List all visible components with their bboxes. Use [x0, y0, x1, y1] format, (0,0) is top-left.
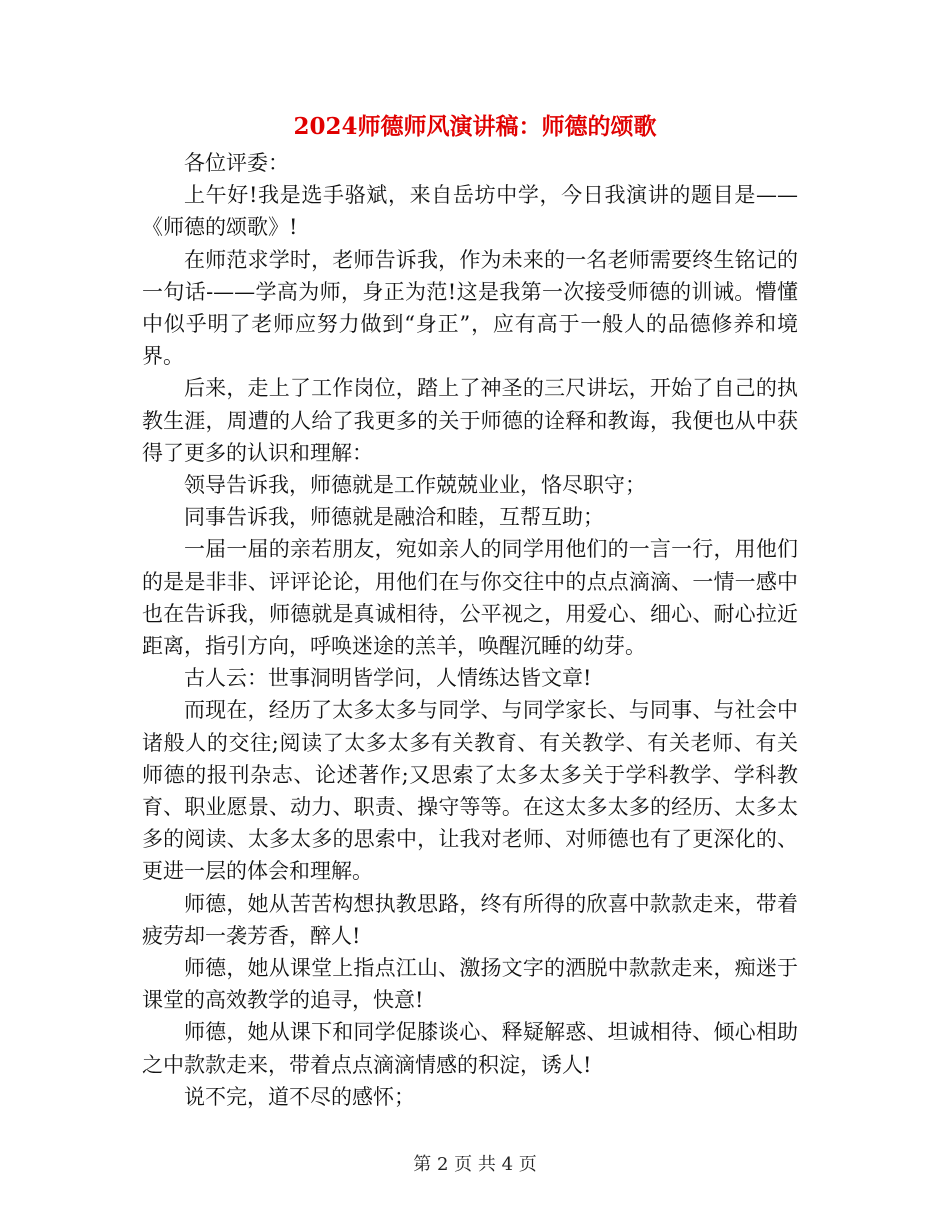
paragraph: 古人云：世事洞明皆学问，人情练达皆文章! — [184, 666, 592, 691]
paragraph: 师德，她从课堂上指点江山、激扬文字的洒脱中款款走来，痴迷于课堂的高效教学的追寻，快意! — [142, 956, 798, 1013]
document-title: 2024师德师风演讲稿：师德的颂歌 — [293, 113, 657, 140]
paragraph: 而现在，经历了太多太多与同学、与同学家长、与同事、与社会中诸般人的交往;阅读了太多太多有关教育、有关教学、有关老师、有关师德的报刊杂志、论述著作;又思索了太多太多关于学科教学、学科教育、职业愿景、动力、职责、操守等等。在这太多太多的经历、太多太多的阅读、太多太多的思索中，让我对老师、对师德也有了更深化的、更进一层的体会和理解。 — [142, 698, 798, 884]
paragraph: 上午好!我是选手骆斌，来自岳坊中学，今日我演讲的题目是——《师德的颂歌》! — [142, 183, 798, 240]
paragraph: 后来，走上了工作岗位，踏上了神圣的三尺讲坛，开始了自己的执教生涯，周遭的人给了我更多的关于师德的诠释和教诲，我便也从中获得了更多的认识和理解： — [142, 376, 798, 465]
document-body — [142, 147, 798, 1113]
paragraph: 说不完，道不尽的感怀； — [184, 1084, 415, 1109]
page-number-footer: 第 2 页 共 4 页 — [413, 1154, 537, 1175]
paragraph: 领导告诉我，师德就是工作兢兢业业，恪尽职守； — [184, 473, 646, 498]
paragraph: 在师范求学时，老师告诉我，作为未来的一名老师需要终生铭记的一句话-——学高为师，身正为范!这是我第一次接受师德的训诫。懵懂中似乎明了老师应努力做到“身正”，应有高于一般人的品德修养和境界。 — [142, 247, 798, 369]
paragraph: 师德，她从苦苦构想执教思路，终有所得的欣喜中款款走来，带着疲劳却一袭芳香，醉人! — [142, 891, 798, 948]
paragraph: 同事告诉我，师德就是融洽和睦，互帮互助； — [184, 505, 604, 530]
paragraph: 一届一届的亲若朋友，宛如亲人的同学用他们的一言一行，用他们的是是非非、评评论论，用他们在与你交往中的点点滴滴、一情一感中也在告诉我，师德就是真诚相待，公平视之，用爱心、细心、耐心拉近距离，指引方向，呼唤迷途的羔羊，唤醒沉睡的幼芽。 — [142, 537, 798, 659]
paragraph: 各位评委： — [184, 151, 289, 175]
paragraph: 师德，她从课下和同学促膝谈心、释疑解惑、坦诚相待、倾心相助之中款款走来，带着点点滴滴情感的积淀，诱人! — [142, 1020, 798, 1077]
